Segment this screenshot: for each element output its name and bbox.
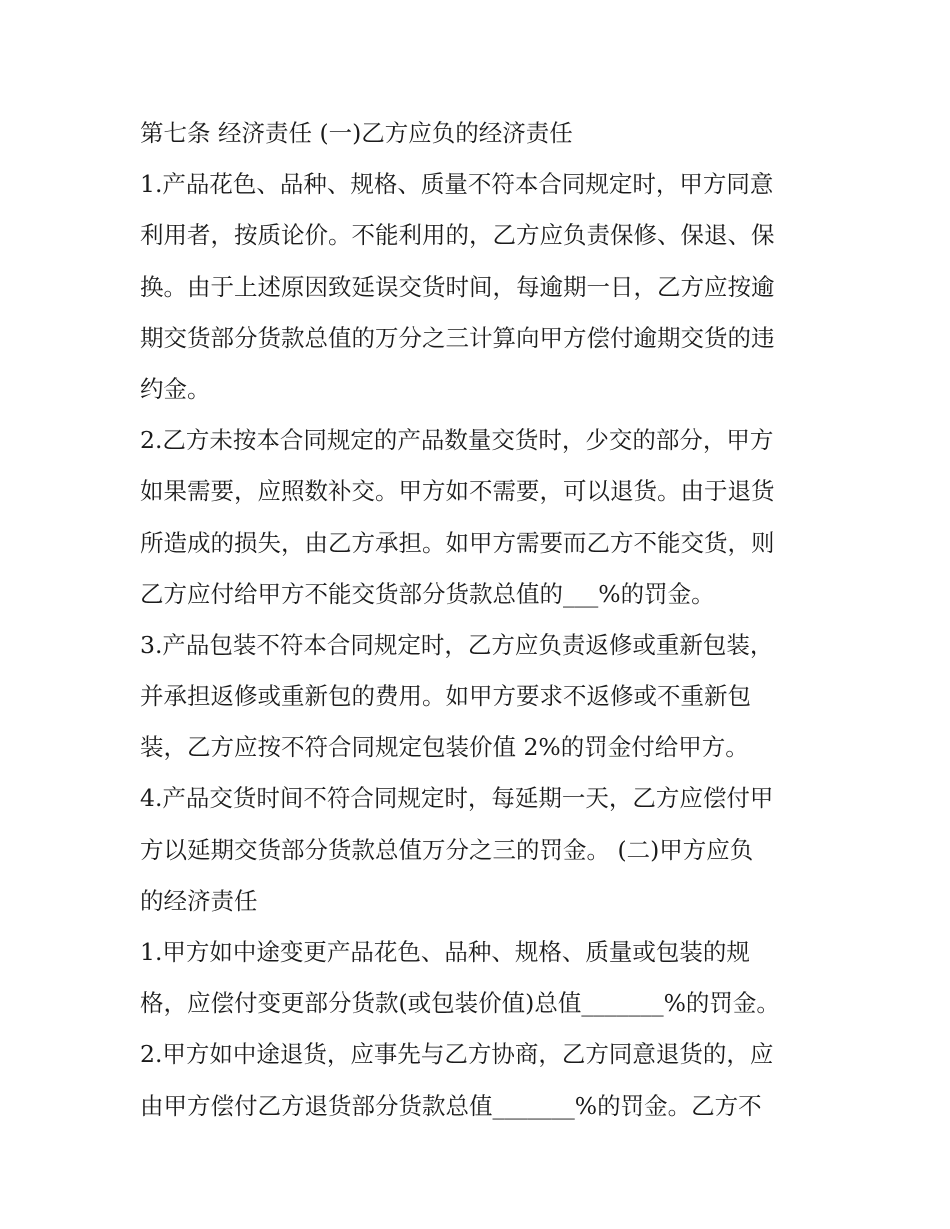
text-line: 1.产品花色、品种、规格、质量不符本合同规定时，甲方同意 (140, 170, 774, 199)
text-line: 如果需要，应照数补交。甲方如不需要，可以退货。由于退货 (140, 477, 775, 506)
text-line: 所造成的损失，由乙方承担。如甲方需要而乙方不能交货，则 (140, 528, 775, 557)
text-line: 的经济责任 (140, 886, 258, 915)
text-line: 2.乙方未按本合同规定的产品数量交货时，少交的部分，甲方 (140, 426, 774, 455)
text-line: 约金。 (140, 374, 211, 403)
text-line: 3.产品包装不符本合同规定时，乙方应负责返修或重新包装， (140, 630, 774, 659)
text-line: 利用者，按质论价。不能利用的，乙方应负责保修、保退、保 (140, 221, 775, 250)
text-line: 换。由于上述原因致延误交货时间，每逾期一日，乙方应按逾 (140, 272, 775, 301)
text-line: 4.产品交货时间不符合同规定时，每延期一天，乙方应偿付甲 (140, 784, 774, 813)
text-line: 方以延期交货部分货款总值万分之三的罚金。 (二)甲方应负 (140, 835, 754, 864)
text-line: 期交货部分货款总值的万分之三计算向甲方偿付逾期交货的违 (140, 323, 775, 352)
text-line: 1.甲方如中途变更产品花色、品种、规格、质量或包装的规 (140, 938, 750, 966)
text-line: 乙方应付给甲方不能交货部分货款总值的___%的罚金。 (140, 579, 715, 608)
text-line: 2.甲方如中途退货，应事先与乙方协商，乙方同意退货的，应 (140, 1040, 774, 1069)
text-line: 由甲方偿付乙方退货部分货款总值_______%的罚金。乙方不 (140, 1091, 762, 1120)
document-body (140, 108, 820, 1132)
text-line: 格，应偿付变更部分货款(或包装价值)总值_______%的罚金。 (140, 989, 780, 1018)
text-line: 装，乙方应按不符合同规定包装价值 2%的罚金付给甲方。 (140, 733, 749, 762)
text-line: 并承担返修或重新包的费用。如甲方要求不返修或不重新包 (140, 682, 751, 711)
text-line: 第七条 经济责任 (一)乙方应负的经济责任 (140, 119, 573, 147)
